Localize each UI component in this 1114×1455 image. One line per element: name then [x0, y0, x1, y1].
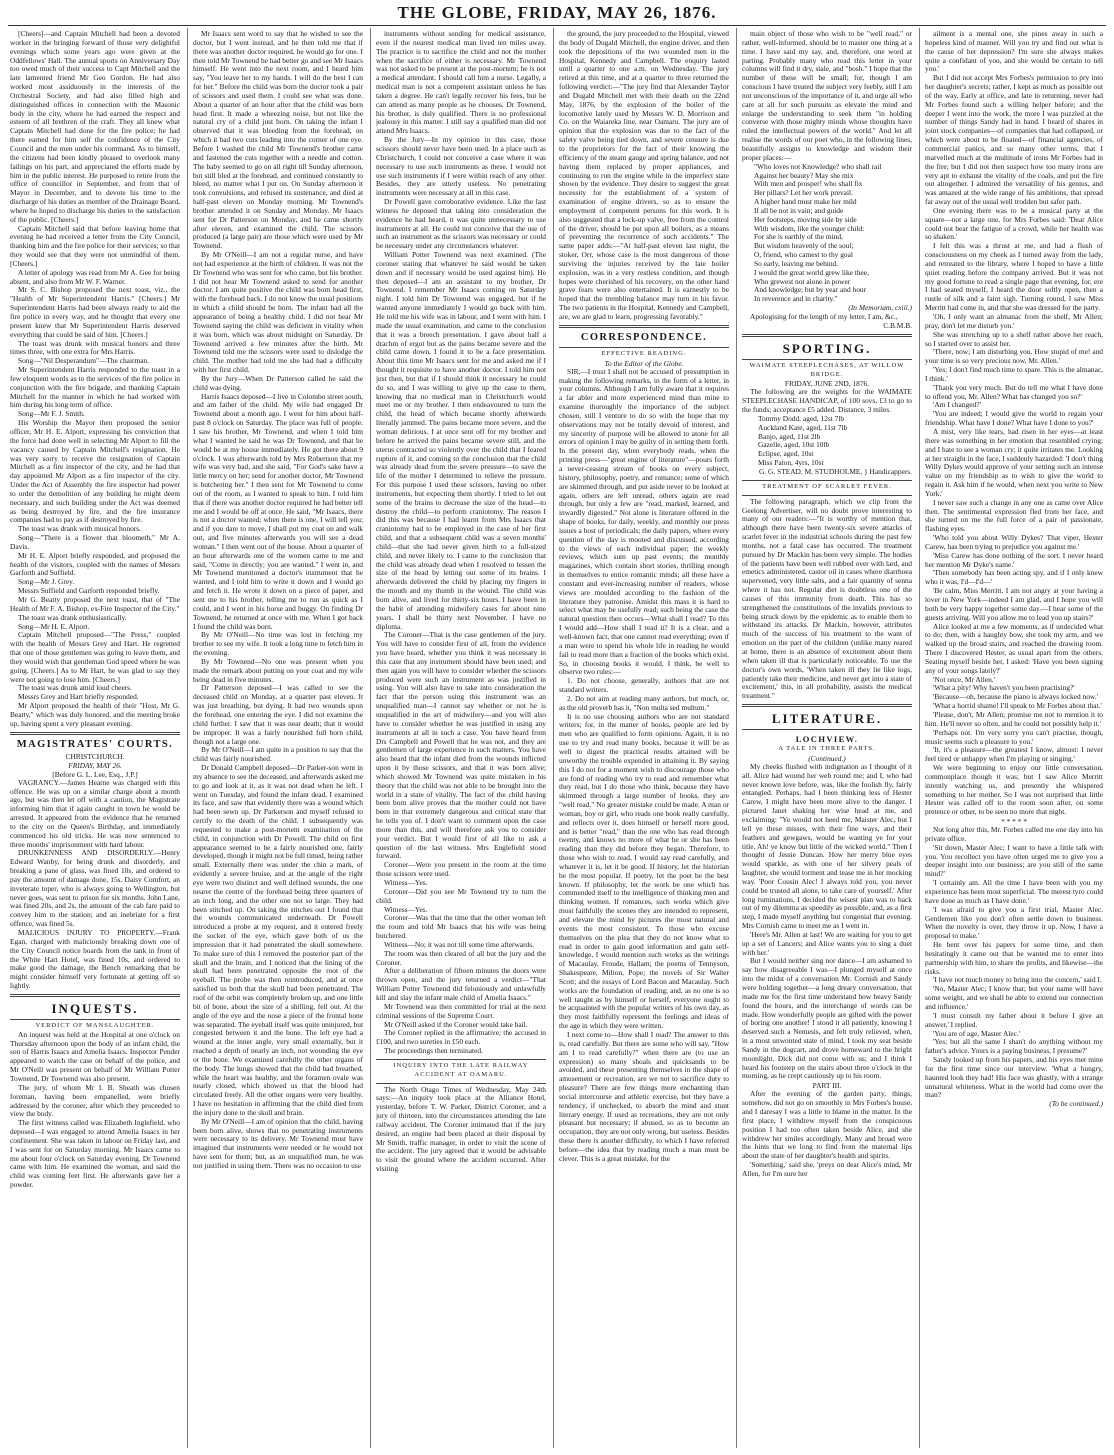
- correspondence-subheading: EFFECTIVE READING.: [601, 349, 687, 357]
- paragraph: SIR,—I trust I shall not be accused of presumption in making the following remarks, in the form of a letter, in your columns. Although I am fully aware that it requires a far abler and more experienced mind than mine to examine thoroughly the importance of the subject chosen, still I venture to do so with the hope that my observations may not be totally devoid of interest, and my sincerity of purpose will be allowed to atone for all errors of opinion I may be guilty of in setting them forth. In the present day, when everybody reads, when the printing press—"great engine of literature"—pours forth a never-ceasing stream of books on every subject, history, philosophy, poetry, and romance; some of which are skimmed through, and put aside never to be looked at again, others are left unread, others again are read through, but only a few are "read, marked, learned, and inwardly digested." Not alone is literature offered in the shape of books, for daily, weekly, and monthly our press issues a host of periodicals; the daily papers, where every question of the day is mooted and discussed, according to the views of each individual paper; the weekly reviews, which sum up past events; the monthly magazines, which contain short stories, thrilling enough in themselves to entice romantic minds; all these have a constant and ever-increasing number of readers, whose views are moulded according to the fashion of the literature they patronise. Amidst this mass it is hard to select what may be usefully read; such being the case the natural question then occurs—What shall I read? To this I would add—How shall I read it? It is a clear, and a well-known fact, that one cannot read everything; even if a man were to spend his whole life in reading he would fail to read more than a fraction of the books which exist. So, in choosing books it would, I think, be well to observe two rules:—: [559, 366, 729, 677]
- inquest-subheading: VERDICT OF MANSLAUGHTER.: [35, 1021, 155, 1029]
- paragraph: 'You are of age, Master Alec.': [933, 1028, 1021, 1038]
- column-divider: [187, 28, 188, 1448]
- paragraph: 'Yes; but all the same I shan't do anything without my father's advice. Yours is a paying business, I presume?': [925, 1037, 1103, 1056]
- paragraph: Dr Donald Campbell deposed—Dr Parker-son went in my absence to see the deceased, and afterwards asked me to go and look at it, as it was not dead when he left. I went on Tuesday, and found the infant dead. I examined its face, and saw that evidently there was a wound which had been sewn up. Dr Parkerson and myself refused to certify to the death of the child. I subsequently was requested to make a post-mortem examination of the child, in conjunction with Dr Powell. The child on first appearance seemed to be a fairly nourished one, fairly developed, though it might not be full timed, being rather small. Externally there was under the chin a mark, of evidently a severe bruise, and at the angle of the right eye were two distinct and well defined wounds, the one nearer the centre of the forehead being three quarters of an inch long, and the other one not so large. They had been stitched up. On taking the stitches out I found that the wounds communicated underneath. Dr Powell introduced a probe at my request, and it entered freely the socket of the eye, which gave both of us the impression that it had penetrated the skull somewhere. To make sure of this I removed the posterior part of the skull and the brain, and I noticed that the lining of the skull had been penetrated opposite the root of the eyeball. The probe was then reintroduced, and at once satisfied us both that the skull had been penetrated. The roof of the orbit was completely broken up, and one little bit of bone, about the size of a shilling, fell out. At the angle of the eye and the nose a piece of the frontal bone was separated. The eyeball itself was quite uninjured, but congested between it and the bone. The left eye had a wound at the inner angle, very small externally, but it reached a depth of nearly an inch, not wounding the eye or the bone. We examined carefully the other organs of the body. The lungs showed that the child had breathed, while the heart was healthy, and the foramen ovale was nearly closed, which showed us that the blood had circulated freely. All the other organs were very healthy. I have no hesitation in affirming that the child died from the injury done to the skull and brain.: [193, 763, 363, 1117]
- section-rule: [559, 347, 729, 348]
- paragraph: 'I have not much money to bring into the concern,' said I.: [933, 975, 1102, 985]
- paragraph: By Mr O'Neill—No time was lost in fetching my brother to see my wife. It took a long time to fetch him in the evening.: [193, 630, 363, 658]
- story-part-heading: PART III.: [812, 1081, 842, 1091]
- column-divider: [370, 28, 371, 1448]
- paragraph: She was stretching up to a shelf rather above her reach, so I started over to assist her.: [925, 329, 1103, 348]
- paragraph: 'Something,' said she, 'preys on dear Alice's mind, Mr Allen, for I'm sure her: [742, 1160, 912, 1178]
- paragraph: Song—"There is a flower that bloometh," Mr A. Davis.: [10, 533, 180, 551]
- section-rule: [742, 729, 912, 730]
- magistrates-place: CHRISTCHURCH.: [65, 751, 125, 761]
- paragraph: Witness—Yes.: [384, 878, 428, 887]
- paragraph: The toast was drunk amid loud cheers.: [18, 683, 132, 693]
- paragraph: The toast was drank enthusiastically.: [18, 612, 127, 622]
- paragraph: By Mr O'Neill—I am quite in a position to say that the child was fairly nourished.: [193, 745, 363, 764]
- paragraph: It is no use choosing authors who are not standard writers; for, in the matter of books, people are led by men who are qualified to form opinions. Again, it is no use to try and read many books, because it will be as well to digest the practical results attained will be unworthy the trouble expended in attaining it. By saying this I do not for a moment wish to discourage those who are fond of reading who try to read and remember what they read, but I do those who think, because they have skimmed through a large number of books, they are "well read." No greater mistake could be made. A man or woman, boy or girl, who reads one book really carefully, and reflects over it, does himself or herself more good, and is better "read," than the one who has read through twenty, and knows no more of what he or she has been reading than they did before they began. Therefore, to those who wish to read, I would say read carefully, and whatever it is, let it be good. If history, let the historian be the most popular. If poetry, let the poet be the best known. If philosophy, let the work be one which has commended itself to the intelligence of thinking men and thinking women. If romances, such works which give most faithfully the scenes they are intended to represent, and elevate the mind by pictures the most natural and events the most consistent. To those who excuse themselves on the plea that they do not know what to read in order to gain good information and gain self-knowledge, I would mention such works as the writings of Macaulay, Froude, Hallam; the poems of Tennyson, Shakespeare, Milton, Pope; the novels of Sir Walter Scott; and the essays of Lord Bacon and Macaulay. Such works are the foundation of reading; and, as no one is so well taught as by himself or herself, everyone ought to be acquainted with the popular writers of his own day, as they most faithfully represent the feelings and ideas of the age in which they were written.: [559, 711, 729, 1031]
- paragraph: ailment is a mental one, she pines away in such a hopeless kind of manner. Will you try and find out what is the cause of her depression? I'm sure she always makes quite a confidant of you, and she would be certain to tell you.': [925, 30, 1103, 74]
- paragraph: The proceedings then terminated.: [384, 1046, 483, 1056]
- paragraph: Coroner—Were you present in the room at the time those scissors were used.: [376, 860, 546, 879]
- paragraph: Harris Isaacs deposed—I live in Colombo street south, and am father of the child. My wife had engaged Dr Townend about a month ago. I went for him about half-past 8 o'clock on Saturday. The place was full of people. I saw his brother, Mr Townend, and when I told him what I wanted he said he was Dr Townend, and that he would be at my house immediately. He got there about 9 o'clock. I was afterwards told by Mrs Robertson that my wife was very bad, and she said, "For God's sake have a little mercy on her; send for another doctor, Mr Townend is butchering her." I then sent for Mr Townend to come out of the room, as I wanted to speak to him. I told him that if there was another doctor required he had better tell me and I would be off at once. He said, "Mr Isaacs, there is not a doctor wanted; when there is one, I will tell you; and if you dare to move, I shall put my coat on and walk out, and five minutes afterwards you will see a dead woman." I then went out of the house. About a quarter of an hour afterwards one of the women came to me and said, "Come in directly; you are wanted." I went in, and Mr Townend mentioned a doctor's instrument that he wanted, and I told him to write it down and I would go and fetch it. He wrote it down on a piece of paper, and sent me to his brother, telling me to run as quick as I could, and I went in his horse and buggy. On finding Dr Townend, he returned at once with me. When I got back I found the child was born.: [193, 391, 363, 631]
- handicap-weights: Tommy Dodd, aged, 12st 7lb Auckland Kate, aged, 11st 7lb Banjo, aged, 11st 2lb Gazelle, aged, 10st 10lb Eclipse, aged, 10st Miss Paton, 4yrs, 10st: [758, 413, 848, 468]
- section-rule: [742, 334, 912, 337]
- section-rule: [376, 1059, 546, 1060]
- paragraph: 'Who told you about Willy Dykes? That viper, Hester Carew, has been trying to prejudice you against me.': [925, 533, 1103, 551]
- paragraph: 1. Do not choose, generally, authors that are not standard writers.: [559, 676, 729, 695]
- paragraph: 'Because—oh, because the piano is always locked now.': [933, 692, 1098, 702]
- paragraph: DRUNKENNESS AND DISORDERLY.—Henry Edward Wanby, for being drunk and disorderly, and breaking a pane of glass, was fined 10s, and ordered to pay the amount of damage done, 15s. Daisy Comfort, an inveterate toper, who is always going to Wellington, but never goes, was sent to prison for six months. John Lane, was fined 20s, and 2s, the amount of the cab fare paid to convey him to the station; and an inebriate for a first offence, was fined 5s.: [10, 848, 180, 929]
- paragraph: The Coroner replied in the affirmative; the accused in £100, and two sureties in £50 each.: [376, 1028, 546, 1047]
- correspondence-address: To the Editor of the Globe.: [604, 358, 684, 368]
- paragraph: 'There, now; I am disturbing you. How stupid of me! and your time is so very precious now, Mr. Allen.': [925, 347, 1103, 366]
- section-rule: [559, 325, 729, 328]
- paragraph: 'Perhaps not. I'm very sorry you can't practise, though, music seems such a pleasure to you.': [925, 727, 1103, 746]
- section-rule: [10, 994, 180, 997]
- column-4: [559, 30, 729, 1448]
- masthead-rule: [8, 25, 1106, 26]
- paragraph: We were beginning to enjoy our little conversation, commonplace though it was; but I saw Alice Merritt intently watching us, and presently she whispered something to her mother. So I was not surprised that little Hester was called off to the room soon after, on some pretence or other, to be seen no more that night.: [925, 763, 1103, 817]
- paragraph: 'Thank you very much. But do tell me what I have done to offend you, Mr. Allen? What has changed you so?': [925, 382, 1103, 401]
- paragraph: [Cheers]—and Captain Mitchell had been a devoted worker in the bringing forward of those very delightful evenings which some years ago were given at the Oddfellows' Hall. The annual sports on Anniversary Day too owed much of their success to Capt Mitchell and the late lamented friend Mr Geo Gordon. He had also worked most assiduously in the interests of the Orchestral Society, and had also filled high and distinguished offices in connection with the Masonic body in the city, where he had earned the respect and esteem of all brethren of the craft. They all knew what Captain Mitchell had done for the fire police; he had there earned for him self the confidence of the City Council and the men under his command. As to himself, the citizens had been kindly pleased to overlook many failings on his part, and appreciated the efforts made by him in the public interest. He purposed to retire from the office of councillor in September, and from that of Mayor in December, and to devote his time to the discharge of his duties as member of the Drainage Board, where he hoped to discharge his duties to the satisfaction of the public. [Cheers.]: [10, 30, 180, 224]
- paragraph: I next come to—How shall I read? The answer to this is, read carefully. But there are some who will say, "How am I to read carefully?" when there are (to use an expression) so many shoals and quicksands to be avoided, and these presenting themselves in the shape of amusement or recreation, are we not to sacrifice duty to pleasure? There are few things more enchanting than social intercourse and athletic exercise, but they have a tendency, if unchecked, to absorb the mind and stunt literary energy. If used as recreations, they are not only pleasant but necessary; if abused, so as to become an occupation, they are not only wrong, but useless. Besides these there is another difficulty, to which I have referred before—the idea that by reading much a man must be clever. This is a great mistake, for the: [559, 1029, 729, 1163]
- story-subtitle: A TALE IN THREE PARTS.: [778, 745, 876, 753]
- paragraph: 'Then somebody has been acting spy, and if I only knew who it was, I'd—I'd—': [925, 568, 1103, 587]
- paragraph: But I did not accept Mrs Forbes's permission to pry into her daughter's secrets; rather, I kept as much as possible out of the way. Early at office, and late in returning, never had Mr Forbes found such a willing helper before; and the deeper I went into the work, the more I was puzzled at the number of things Sandy had in hand. I heard of shares in joint stock companies—of companies that had collapsed, or which were about to be floated—of financial agencies, of commercial panics, and so many other terms, that I marvelled much at the multitude of irons Mr Forbes had in the fire; but I did not then suspect how too many irons are very apt to exhaust the vitality of the coals, and put the fire out altogether. I admired the versatility of his genius, and was amazed at the wide range of his ambitions, that spread far away out of the usual well trodden but safer path.: [925, 73, 1103, 207]
- paragraph: Apologising for the length of my letter, I am, &c.,: [750, 312, 898, 321]
- paragraph: 'Not once, Mr Allen.': [933, 674, 995, 684]
- paragraph: After a deliberation of fifteen minutes the doors were thrown open, and the jury returned a verdict—"That William Potter Townend did feloniously and unlawfully kill and slay the infant male child of Amelia Isaacs.": [376, 966, 546, 1002]
- paragraph: Messrs Grey and Hart briefly responded.: [18, 692, 139, 702]
- section-heading-magistrates: MAGISTRATES' COURTS.: [16, 738, 174, 750]
- paragraph: Messrs Suffield and Garforth responded briefly.: [18, 586, 160, 596]
- paragraph: Song—"Nil Desperandum"—The chairman.: [18, 356, 150, 366]
- section-heading-sporting: SPORTING.: [782, 340, 872, 356]
- column-2: [193, 30, 363, 1448]
- handicappers: G. G. STEAD, M. STUDHOLME, } Handicappers.: [759, 466, 912, 476]
- section-heading-inquests: INQUESTS.: [51, 1000, 139, 1016]
- paragraph: 'Here's Mr. Allen at last! We are waiting for you to get up a set of Lancers; and Alice wants you to sing a duet with her.': [742, 929, 912, 957]
- paragraph: The following paragraph, which we clip from the Geelong Advertiser, will no doubt prove interesting to many of our readers:—"It is worthy of mention that, although there have been twenty-six severe attacks of scarlet fever in the industrial schools during the past few months, not a fatal case has occurred. The treatment pursued by Dr Mackin has been very simple. The bodies of the patients have been well rubbed over with lard, and emetics administered, castor oil in cases where diarrhoea supervened, very little salts, and a fair quantity of senna where it has not. Regular diet is doubtless one of the causes of this immunity from death. This has so strengthened the constitutions of the invalids previous to being struck down by the epidemic as to enable them to withstand its attacks. Dr Mackin, however, attributes much of the success of his treatment to the want of emotion on the part of the children (unlike many reared at home, there is an absence of excitement about them when taken ill that is particularly noticeable. To use the doctor's own words, 'When taken ill they lie like logs, patiently take their medicine, and never get into a state of excitement,' this, in all probability, assists the medical treatment.": [742, 496, 912, 701]
- section-rule: [10, 1019, 180, 1020]
- paragraph: Coroner—Did you see Mr Townend try to turn the child.: [376, 886, 546, 905]
- section-break-stars: * * * * *: [1001, 817, 1027, 827]
- paragraph: One evening there was to be a musical party at the square—not a large one, for Mrs Forbes said: 'Dear Alice could not bear the fatigue of a crowd, while her health was so shaken.': [925, 205, 1103, 242]
- paragraph: By Mr Townend—No one was present when you made the remark about putting on your coat and my wife being dead in five minutes.: [193, 656, 363, 684]
- paragraph: The following are the weights for the WAIMATE STEEPLECHASE HANDICAP, of 100 sovs, £3 to go to the funds; acceptance £5 added. Distance, 3 miles.: [742, 387, 912, 415]
- paragraph: By Mr O'Neill—I am of opinion that the child, having been born alive, shows that no penetrating instruments were necessary to its delivery. Mr Townend must have imagined that instruments were needed or he would not have sent for them; but, as an unqualified man, he was not justified in using them. There was no occasion to use: [193, 1116, 363, 1170]
- masthead: THE GLOBE, FRIDAY, MAY 26, 1876.: [397, 3, 717, 22]
- paragraph: 'Miss Carew has done nothing of the sort. I never heard her mention Mr Dyke's name.': [925, 550, 1103, 569]
- section-rule: [742, 480, 912, 481]
- paragraph: A letter of apology was read from Mr A. Gee for being absent, and also from Mr W. F. Warner.: [10, 267, 180, 286]
- section-heading-scarlet-fever: TREATMENT OF SCARLET FEVER.: [762, 482, 892, 490]
- poem-verse: "Who loves not Knowledge? who shall rail Against her beauty? May she mix With men and prosper! who shall fix Her pillars? Let her work prevail. A higher hand must make her mild If all be not in vain; and guide Her footsteps, moving side by side With wisdom, like the younger child: For she is earthly of the mind, But wisdom heavenly of the soul; O, friend, who camest to thy goal So early, leaving me behind. I would the great world grew like thee, Who grewest not alone in power And knowledge; but by year and hour In reverence and in charity.": [754, 161, 882, 304]
- paragraph: Song—Mr J. Grey.: [18, 577, 75, 587]
- paragraph: 2. Do not aim at reading many authors, but much, or, as the old proverb has it, "Non multa sed multum.": [559, 693, 729, 712]
- paragraph: Dr Powell gave corroborative evidence. Like the last witness he deposed that taking into consideration the evidence he had heard, it was quite unnecessary to use instruments at all. He could not conceive that the use of such an instrument as the scissors was necessary or could be necessary under any circumstances whatever.: [376, 197, 546, 251]
- paragraph: Mr Superintendent Harris responded to the toast in a few eloquent words as to the services of the fire police in conjunction with the fire brigade, and thanking Captain Mitchell for the manner in which he had worked with him during his long term of office.: [10, 365, 180, 410]
- paragraph: The room was then cleared of all but the jury and the Coroner.: [376, 948, 546, 967]
- paragraph: I never saw such a change in any one as came over Alice then. The sentimental expression fled from her face, and she turned on me the full force of a pair of passionate, flashing eyes.: [925, 497, 1103, 534]
- magistrates-bench: [Before G. L. Lee, Esq., J.P.]: [52, 769, 138, 779]
- column-divider: [553, 28, 554, 1448]
- paragraph: 'I was afraid to give you a first trial, Master Alec. Gentlemen like you don't often settle down to business. When the novelty is over, they throw it up. Now, I have a proposal to make.': [925, 904, 1103, 941]
- paragraph: My cheeks flushed with indignation as I thought of it all. Alice had wound her web round me; and I, who had never known love before, was, like the foolish fly, fairly entangled. Perhaps, had I been thinking less of Hester Carew, I might have been more alive to the danger. I pictured Janet shaking her wise head at me, and exclaiming: "Ye would not heed me, Maister Alec, but I tell ye these misses, with their fine ways, and their feathers and gewgaws, would be wanting ye for your title. Ah! ye know but little of the wicked world." Then I thought of Jessie Duncan. How her merry blue eyes would sparkle, as with one of her silvery peals of laughter, she would torment and tease me in her mocking way. 'Poor Cousin Alec! I always told you, you never could be trusted all alone, to take care of yourself.' After long ruminations, I decided the wisest plan was to back out of my dilemma as speedily as possible, and, as a first step, I made myself anything but congenial that evening. Mrs Cornish came to meet me as I went in.: [742, 761, 912, 931]
- paragraph: By the Jury—When Dr Patterson called he said the child was dying.: [193, 373, 363, 392]
- paragraph: Captain Mitchell proposed—"The Press," coupled with the health of Messrs Grey and Hart. He regretted that one of those gentlemen was going to leave them, and they would wish that gentleman God speed where he was going. [Cheers.] As to Mr Hart, he was glad to say they were not going to lose him. [Cheers.]: [10, 630, 180, 684]
- section-rule: [742, 359, 912, 360]
- paragraph: The toast was drunk with musical honors and three times three, with one extra for Mrs Harris.: [10, 338, 180, 357]
- paragraph: 'What a pity! Why haven't you been practising?': [933, 683, 1075, 693]
- story-title: LOCHVIEW.: [795, 734, 859, 745]
- column-divider: [919, 28, 920, 1448]
- paragraph: Alice looked at me a few moments, as if undecided what to do; then, with a haughty bow, she took my arm, and we walked up the broad stairs, and reached the drawing room. There I discovered Hester, as usual apart from the others. Seating myself beside her, I asked: 'Have you been signing any of your songs lately?': [925, 621, 1103, 675]
- story-continued: (Continued.): [808, 753, 846, 763]
- paragraph: 'Yes; I don't find much time to spare. This is the almanac, I think.': [925, 365, 1103, 383]
- paragraph: 'Be calm, Miss Merritt. I am not angry at your having a lover in New York—indeed I am glad, and I hope you will both be very happy together some day.—I hear some of the guests arriving. Will you allow me to lead you up stairs?': [925, 586, 1103, 622]
- paragraph: Witness—Yes.: [384, 904, 428, 914]
- paragraph: MALICIOUS INJURY TO PROPERTY.—Frank Egan, charged with maliciously breaking down one of the City Council notice boards from the tank in front of the White Hart Hotel, was fined 10s, and ordered to make good the damage, the Bench remarking that he might consider himself very fortunate at getting off so lightly.: [10, 928, 180, 991]
- section-heading-railway: INQUIRY INTO THE LATE RAILWAY ACCIDENT AT OAMARU.: [393, 1061, 529, 1078]
- section-rule: [742, 495, 912, 496]
- paragraph: An inquest was held at the Hospital at one o'clock on Thursday afternoon upon the body of an infant child, the son of Harris Isaacs and Amelia Isaacs. Inspector Pender appeared to watch the case on behalf of the police, and Mr O'Neill was present on behalf of Mr William Potter Townend. Dr Townend was also present.: [10, 1029, 180, 1083]
- paragraph: Mr H. E. Alport briefly responded, and proposed the health of the visitors, coupled with the names of Messrs Garforth and Suffield.: [10, 550, 180, 578]
- paragraph: VAGRANCY.—James Hearne was charged with this offence. He was up on a similar charge about a month ago, but was then let off with a caution, the Magistrate informing him that if again caught in town he would be arrested. It appeared from the evidence that he returned to the city on the Queen's Birthday, and immediately commenced his old tricks. He was now sentenced to three months' imprisonment with hard labour.: [10, 777, 180, 849]
- paragraph: the ground, the jury proceeded to the Hospital, viewed the body of Dugald Mitchell, the engine driver, and then took the depositions of the two wounded men in the Hospital, Kennedy and Campbell. The enquiry lasted until a quarter to one a.m. on Wednesday. The jury retired at this time, and at a quarter to three returned the following verdict:—"The jury find that Alexander Taylor and Dugald Mitchell met with their death on the 22nd May, 1876, by the explosion of the boiler of the locomotive lately used by Messrs W. D. Morrison and Co. on the Waiareka line, near Oamaru. The jury are of opinion that the explosion was due to the fact of the safety valve being tied down, and severe censure is due to the proprietors for the fact of their knowing the efficiency of the steam gauge and spring balance, and not having them replaced by proper appliances, and continuing to run the engine while in the imperfect state shown by the evidence. They desire to suggest the great necessity for the establishment of a system of examination of engine drivers, so as to ensure the employment of competent persons for this work. It is also suggested that a lock-up valve, free from the control of the driver, should be put upon all boilers, as a means of preventing the recurrence of such accidents." The same paper adds:—"At half-past eleven last night, the stoker, Orr, whose case is the most dangerous of those surviving the injuries received by the late boiler explosion, was in a very restless condition, and though hopes were cherished of his recovery, on the other hand grave fears were also entertained. It is earnestly to be hoped that the trembling balance may turn in his favor. The two patients in the Hospital, Kennedy and Campbell, are, we are glad to learn, progressing favorably.": [559, 30, 729, 321]
- paragraph: The first witness called was Elizabeth Inglefield, who deposed—I was engaged to attend Amelia Isaacs in her confinement. She was taken in labour on Friday last, and I was sent for on Saturday morning. Mr Isaacs came to me about four o'clock on Saturday evening. Dr Townend came with him. He examined the woman, and said the child was coming feet first. He afterwards gave her a powder.: [10, 1118, 180, 1190]
- paragraph: Captain Mitchell said that before leaving home that evening he had received a letter from the City Council, thanking him and the fire police for their services; so that they would see that they were not unmindful of them. [Cheers.]: [10, 223, 180, 268]
- paragraph: 'I must consult my father about it before I give an answer,' I replied.: [925, 1010, 1103, 1029]
- sporting-date: FRIDAY, JUNE 2ND, 1876.: [784, 379, 870, 389]
- magistrates-date: FRIDAY, MAY 26.: [68, 760, 122, 770]
- paragraph: Mr G. Beatty proposed the next toast, that of "The Health of Mr F. A. Bishop, ex-Fire Inspector of the City.": [10, 595, 180, 613]
- section-rule: [376, 1083, 546, 1084]
- paragraph: Mr Townend was then committed for trial at the next criminal sessions of the Supreme Court.: [376, 1001, 546, 1020]
- column-3: [376, 30, 546, 1448]
- paragraph: The North Otago Times of Wednesday, May 24th says:—An inquiry took place at the Alliance Hotel, yesterday, before T. W. Parker, District Coroner, and a jury of thirteen, into the circumstances attending the late railway accident. The Coroner intimated that if the jury desired, an engine had been placed at their disposal by Mr Smith, traffic manager, in order to visit the scene of the accident. The jury agreed that it would be advisable to visit the ground where the accident occurred. After visiting: [376, 1084, 546, 1174]
- column-6: [925, 30, 1103, 1448]
- paragraph: Witness—No; it was not till some time afterwards.: [384, 939, 534, 949]
- paragraph: main object of those who wish to be "well read," or rather, well-informed, should be to master one thing at a time. I have said my say, and, therefore, one word at parting. Probably many who read this letter in your columns will find it dry, stale, and "bosh." I hope that the number of these will be small; for, though I am conscious I have treated the subject very feebly, still I am not unconscious of the importance of it, and urge all who care at all for such pursuits as elevate the mind and enlarge the understanding to seek them "in holding converse with those mighty minds whose thoughts have ruled the intellectual powers of the world." And let all realise the words of our poet who, in the following lines, beautifully assigns to knowledge and wisdom their proper places:—: [742, 30, 912, 162]
- paragraph: His Worship the Mayor then proposed the senior officer, Mr H. E. Alport, expressing his conviction that the force had done well in selecting Mr Alport to fill the vacancy caused by Captain Mitchell's resignation. He was very sorry to receive the resignation of Captain Mitchell as a fire inspector of the city, and he had that day appointed Mr Alport as a fire inspector of the city. Under the Act of Assembly the fire inspector had power to order the demolition of any building he might deem necessary, and such building under the Act was deemed as being destroyed by fire, and the fire insurance companies had to pay as if destroyed by fire.: [10, 418, 180, 525]
- to-be-continued: (To be continued.): [1049, 1099, 1103, 1109]
- paragraph: The toast was drank with musical honors.: [18, 524, 141, 534]
- paragraph: Mr Isaacs sent word to say that he wished to see the doctor, but I went instead, and he then told me that if there was another doctor required, he would go for one. I then told Mr Townend he had better go and see Mr Isaacs himself. He went into the next room, and I heard him say, "You leave her to my hands. I will do the best I can for her." Before the child was born the doctor took a pair of scissors and used them. I could see what was done. About a quarter of an hour after that the child was born head first. It made a wheezing noise, but not like the natural cry of a child just born. On taking the infant I observed that it was bleeding from the forehead, on which it had two cuts leading into the corner of one eye. Before I washed the child Mr Townend's brother came and fastened the cuts together with a needle and cotton. The baby seemed to go on all right till Sunday afternoon, but still bled at the forehead, and continued constantly to bleed, no matter what I put on. On Sunday afternoon it took convulsions, and refused its sustenance, and died at half-past eleven on Monday morning. Mr Townend's brother attended it on Sunday and Monday. Mr Isaacs sent for Dr Patterson on Monday, and he came shortly after eleven, and examined the child. The scissors produced (a large pair) are those which were used by Mr Townend.: [193, 30, 363, 251]
- paragraph: 'It, it's a pleasure—the greatest I know, almost: I never feel tired or unhappy when I'm playing or singing.': [925, 745, 1103, 764]
- paragraph: The Coroner—That is the case gentlemen of the jury. You will have to consider first of all, from the evidence you have heard, whether you think it was necessary in this case that any instrument should have been used; and then again you will have to consider whether the scissors produced were such an instrument as was justified in using. You will also have to take into consideration the fact that the person using this instrument was an unqualified man—I cannot say whether or not he is unqualified in the art of midwifery—and you will also have to consider whether he was justified in using any instruments at all in such a case. You have heard from Drs Campbell and Powell that he was not, and they are gentlemen of large experience in such matters. You have also heard that the infant died from the wounds inflicted upon it by those scissors, and that it was born alive; which showed Mr Townend was quite mistaken in his theory that the child was not able to be brought into the world in a state of vitality. The fact of the child having been born alive proves that the mother could not have been in that extremely dangerous and critical state that he tells you of. I don't want to comment upon the case more than this, and will therefore ask you to consider your verdict. But I would first of all like to ask a question of the last witness. Mrs Englefield stood forward.: [376, 630, 546, 861]
- sporting-subheading: WAIMATE STEEPLECHASES, AT WILLOW BRIDGE.: [749, 361, 905, 378]
- paragraph: By Mr O'Neill—I am not a regular nurse, and have not had experience at the birth of children. It was not the Dr Townend who was sent for who came, but his brother. I did not hear Mr Townend asked to send for another doctor. I am quite positive the child was born head first, with the forehead back. I do not know the usual positions in which a child should be born. The infant had all the appearance of being a healthy child. I did not hear Mr Townend saying the child was deficient in vitality when it was born, which was about midnight on Saturday. Dr Townend arrived a few minutes after the birth. Mr Townend told me the scissors were used to dislodge the child. The mother had told me she had had a difficulty with her first child.: [193, 250, 363, 375]
- paragraph: Dr Patterson deposed—I was called to see the deceased child on Monday, at a quarter past eleven. It was just breathing, but dying. It had two wounds upon the forehead, one entering the eye. I did not examine the child further. I saw that it was near death; that it would be improper. It was a fairly nourished full born child, though not a large one.: [193, 683, 363, 746]
- paragraph: I felt this was a thrust at me, and had a flush of consciousness on my cheek as I turned away from the lady, and retreated to the library, where I hoped to have a little quiet reading before the company arrived. But it was not my good fortune to read a single page that evening, for, ere I had seated myself, I heard the door softly open, then a rustle of silk and a faint sigh. Turning round, I saw Miss Merritt had come in, and that she was dressed for the party.: [925, 241, 1103, 313]
- paragraph: Song—Mr H. E. Alport.: [18, 621, 90, 631]
- paragraph: 'I certainly am. All the time I have been with you my experience has been most superficial. The merest tyro could have done as much as I have done.': [925, 878, 1103, 905]
- paragraph: Not long after this, Mr. Forbes called me one day into his private office.: [925, 825, 1103, 843]
- paragraph: Sandy looked up from his papers, and his eyes met mine for the first time since our interview. 'What a hungry, haunted look they had! His face was ghastly, with a strange unnatural whiteness. What in the world had come over the man?: [925, 1055, 1103, 1100]
- paragraph: 'Am I changed?': [933, 400, 981, 410]
- paragraph: Coroner—Was that the time that the other woman left the room and told Mr Isaacs that his wife was being butchered.: [376, 913, 546, 941]
- paragraph: After the evening of the garden party, things, somehow, did not go on smoothly in Mrs Forbes's house, and I daresay I was a little to blame in the matter. In the first place, I withdrew myself from the conspicuous position I had too often taken beside Alice, and she withdrew her smiles accordingly. Many and broad were the hints that we long to find from the maternal lips about the state of her daughter's health and spirits.: [742, 1089, 912, 1161]
- section-heading-correspondence: CORRESPONDENCE.: [580, 331, 708, 343]
- paragraph: A mist, very like tears, had risen in her eyes—at least there was something in her emotion that resembled crying; and I hate to see a woman cry; it quite irritates me. Looking at her straight in the face, I suddenly hazarded: 'I don't thing Willy Dykes would approve of your setting such an intense value on my friendship as to wish to give the world to regain it. Ask him if he would, when next you write to New York.': [925, 426, 1103, 498]
- paragraph: 'You are indeed; I would give the world to regain your friendship. What have I done? What have I done to you?': [925, 409, 1103, 428]
- paragraph: 'Sit down, Master Alec; I want to have a little talk with you. You recollect you have often urged me to give you a deeper insight into our business; are you still of the same mind?': [925, 842, 1103, 879]
- paragraph: instruments without sending for medical assistance, even if the nearest medical man lived ten miles away. The practice is to sacrifice the child and not the mother when the sacrifice of either is necessary. Mr Townend was not asked to be present at the post-mortem; he is not a medical attendant. I should call him a nurse. Legally, a medical man is not a competent assistant unless he has taken a degree. He can't legally recover his fees, but he can attend as many people as he chooses. Dr Townend, his brother, is duly qualified. There is no professional jealousy in this matter. I still say a qualified man did not attend Mrs Isaacs.: [376, 30, 546, 136]
- paragraph: The jury, of whom Mr I. B. Sheath was chosen foreman, having been empanelled, were briefly addressed by the coroner, after which they proceeded to view the body.: [10, 1082, 180, 1119]
- letter-signature: C.B.M.B.: [883, 320, 912, 330]
- section-rule: [10, 732, 180, 735]
- poem-reference: (In Memoriam, cxiii.): [848, 303, 912, 313]
- paragraph: Mr Alport proposed the health of their "Host, Mr G. Beatty," which was duly honored, and the meeting broke up, having spent a very pleasant evening.: [10, 701, 180, 728]
- section-heading-literature: LITERATURE.: [771, 711, 883, 727]
- paragraph: 'Please, don't, Mr Allen; promise me not to mention it to him. He'll never so often, and he could not possibly help it.': [925, 709, 1103, 728]
- paragraph: But I would neither sing nor dance—I am ashamed to say how disagreeable I was—I plunged myself at once into the midst of a conversation Mr. Cornish and Sandy were holding together—a long dreary conversation, that made me for the first time understand how heavy Sandy found the hours, and the interchange of words can be made. How wonderfully people are gifted with the power of boring one another! I stood it all patiently, knowing I deserved such a Nemesis, and felt truly relieved, when, in a most unwonted state of mind, I took my seat beside Sandy in the dogcart, and drove homeward to the bright moonlight. Dick did not come with us; and I think I heard his footstep on the stairs about three o'clock in the morning, as he crept cautiously up to his room.: [742, 956, 912, 1081]
- paragraph: 'Oh, I only want an almanac from the shelf, Mr Allen; pray, don't let me disturb you.': [925, 312, 1103, 330]
- paragraph: 'No, Master Alec; I know that; but your name will have some weight, and we shall be able to extend our connection and influence.': [925, 984, 1103, 1011]
- paragraph: He bent over his papers for some time, and then hesitatingly it came out that he wanted me to enter into partnership with him, to share the profits, and likewise—the risks.: [925, 940, 1103, 976]
- column-divider: [736, 28, 737, 1448]
- section-rule: [742, 704, 912, 707]
- paragraph: Mr O'Neill asked if the Coroner would take bail.: [384, 1019, 528, 1029]
- column-1: [10, 30, 180, 1448]
- paragraph: 'What a horrid shame! I'll speak to Mr Forbes about that.': [933, 701, 1102, 711]
- paragraph: William Potter Townend was next examined. (The coroner stating that whatever he said would be taken down and if necessary would be used against him). He then deposed—I am an assistant to my brother, Dr Townend. I remember Mr Isaacs coming on Saturday night. I told him Dr Townend was engaged, but if he wanted anyone immediately I would go back with him. He told me his wife was in labour, and I went with him. I made the usual examination, and came to the conclusion that it was a breech presentation. I gave about half a drachm of ergot but as the pains became severe and the child came down, I found it to be a face presentation. About this time Mr Isaacs sent for me and asked me if I thought it requisite to have another doctor. I told him not just then, but that if I should think it necessary he could do so, and I was willing to give up the case to them, knowing that no medical man in Christchurch would meet me or my brother. I then endeavoured to turn the child, the head of which became shortly afterwards literally jammed. The pains became more severe, and the woman delirious. I at once sent off for my brother and before he arrived the pains became severe still, and the uterus contracted so violently over the child that I feared rupture of it, and coming to the conclusion that the child was already dead from the severe pressure—to save the life of the mother I determined to relieve the pressure. For this purpose I used these scissors, having no other instruments, but expecting them shortly. I tried to let out some of the brains to decrease the size of the head—to destroy the child—to perform craniotomy. The reason I did this was because I had learnt from Mrs Isaacs that craniotomy had to be employed in the case of her first child, and that a subsequent child was a seven months' child—that she had never given birth to a full-sized child, and never likely to. I came to the conclusion that the child was already dead when I resolved to lessen the size of the head by letting out some of its brains. I afterwards delivered the child by placing my fingers in the mouth and my thumb in the wound. The child was born alive, and lived for thirty-six hours. I have been in the habit of attending midwifery cases for about nine years. I shall be thirty next November. I have no diploma.: [376, 250, 546, 631]
- column-5: [742, 30, 912, 1448]
- paragraph: By the Jury—In my opinion in this case, those scissors should never have been used. In a place such as Christchurch, I could not conceive a case where it was necessary to use such instruments as these. I would not use such instruments if I were within reach of any other. Besides, they are utterly useless. No penetrating instruments were necessary at all in this case.: [376, 135, 546, 198]
- paragraph: Mr S. C. Bishop proposed the next toast, viz., the "Health of Mr Superintendent Harris." [Cheers.] Mr Superintendent Harris had been always ready to aid the fire police in every way, and he thought that every one present knew that Mr Superintendent Harris deserved everything that could be said of him. [Cheers.]: [10, 285, 180, 339]
- paragraph: Song—Mr F. J. Smith.: [18, 409, 85, 419]
